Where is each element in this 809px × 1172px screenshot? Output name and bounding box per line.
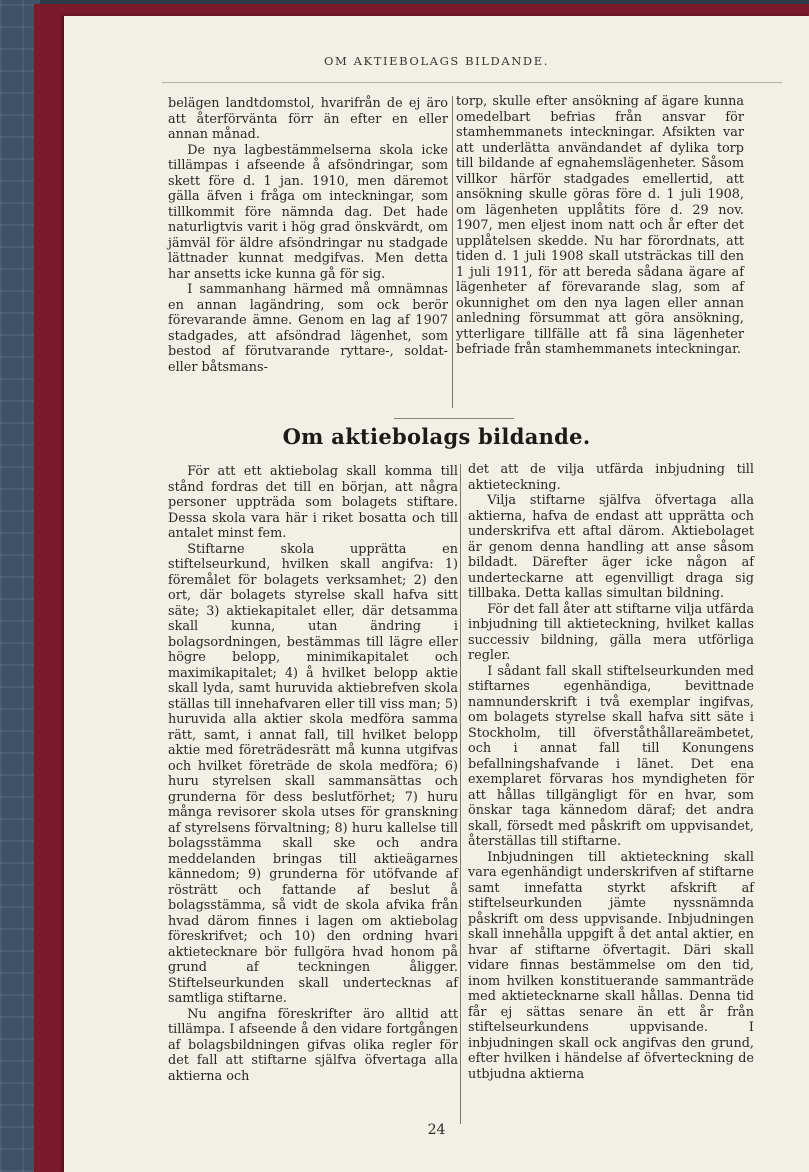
paragraph: Inbjudningen till aktieteckning skall vara egenhändigt underskrifven af stiftarne samt innefatta styrkt afskrift af stiftelseurkunden jämte nyssnämnda påskrift om dess uppvisande. Inbjudningen skall innehålla uppgift å det antal aktier, en hvar af stiftarne öfvertagit. Däri skall vidare finnas bestämmelse om den tid, inom hvilken konstituerande sammanträde med aktietecknarne skall hållas. Denna tid får ej sättas senare än ett år från stiftelseurkundens uppvisande. I inbjudningen skall ock angifvas den grund, efter hvilken i händelse af öfverteckning de utbjudna aktierna [468,849,754,1082]
top-left-column [168,96,448,375]
paragraph: Vilja stiftarne själfva öfvertaga alla aktierna, hafva de endast att upprätta och underskrifva ett aftal därom. Aktiebolaget är genom denna handling att anse såsom bildadt. Därefter äger icke någon af underteckarne att egenvilligt draga sig tillbaka. Detta kallas simultan bildning. [468,493,754,601]
paragraph: I sådant fall skall stiftelseurkunden med stiftarnes egenhändiga, bevittnade namnunderskrift i två exemplar ingifvas, om bolagets styrelse skall hafva sitt säte i Stockholm, till öfverståthållareämbetet, och i annat fall till Konungens befallningshafvande i länet. Det ena exemplaret förvaras hos myndigheten för att hållas tillgängligt för en hvar, som önskar taga kännedom däraf; det andra skall, försedt med påskrift om uppvisandet, återställas till stiftarne. [468,663,754,849]
page-number: 24 [427,1122,446,1138]
paragraph: Stiftarne skola upprätta en stiftelseurkund, hvilken skall angifva: 1) föremålet för bolagets verksamhet; 2) den ort, där bolagets styrelse skall hafva sitt säte; 3) aktiekapitalet eller, där detsamma skall kunna, utan ändring i bolagsordningen, bestämmas till lägre eller högre belopp, minimikapitalet och maximikapitalet; 4) å hvilket belopp aktie skall lyda, samt huruvida aktiebrefven skola ställas till innehafvaren eller till viss man; 5) huruvida alla aktier skola medföra samma rätt, samt, i annat fall, till hvilket belopp aktie med företrädesrätt må kunna utgifvas och hvilket företräde de skola medföra; 6) huru styrelsen skall sammansättas och grunderna för dess beslutförhet; 7) huru många revisorer skola utses för granskning af styrelsens förvaltning; 8) huru kallelse till bolagsstämma skall ske och andra meddelanden bringas till aktieägarnes kännedom; 9) grunderna för utöfvande af rösträtt och fattande af beslut å bolagsstämma, så vidt de skola afvika från hvad därom finnes i lagen om aktiebolag föreskrifvet; och 10) den ordning hvari aktietecknare bör fullgöra hvad honom på grund af teckningen åligger. Stiftelseurkunden skall undertecknas af samtliga stiftarne. [168,541,458,1006]
header-rule [162,82,782,83]
paragraph: I sammanhang härmed må omnämnas en annan lagändring, som ock berör förevarande ämne. Genom en lag af 1907 stadgades, att afsöndrad lägenhet, som bestod af förutvarande ryttare-, soldat- eller båtsmans- [168,282,448,375]
bottom-left-column [168,464,458,1084]
running-head: OM AKTIEBOLAGS BILDANDE. [323,54,549,68]
section-rule [394,418,514,419]
book-page [64,16,809,1172]
paragraph: De nya lagbestämmelserna skola icke tillämpas i afseende å afsöndringar, som skett före d. 1 jan. 1910, men däremot gälla äfven i fråga om inteckningar, som tillkommit före nämnda dag. Det hade naturligtvis varit i hög grad önskvärdt, om jämväl för äldre afsöndringar nu stadgade lättnader kunnat medgifvas. Men detta har ansetts icke kunna gå för sig. [168,142,448,282]
column-divider [452,96,453,408]
paragraph: Nu angifna föreskrifter äro alltid att tillämpa. I afseende å den vidare fortgången af bolagsbildningen gifvas olika regler för det fall att stiftarne själfva öfvertaga alla aktierna och [168,1006,458,1084]
top-right-column [456,94,744,358]
paragraph: För det fall åter att stiftarne vilja utfärda inbjudning till aktieteckning, hvilket kallas successiv bildning, gälla mera utförliga regler. [468,601,754,663]
paragraph: belägen landtdomstol, hvarifrån de ej äro att återförvänta förr än efter en eller annan månad. [168,96,448,142]
section-heading: Om aktiebolags bildande. [282,424,591,449]
column-divider [460,464,461,1124]
bottom-right-column [468,462,754,1082]
paragraph: det att de vilja utfärda inbjudning till aktieteckning. [468,462,754,493]
paragraph: torp, skulle efter ansökning af ägare kunna omedelbart befrias från ansvar för stamhemmanets inteckningar. Afsikten var att underlätta användandet af dylika torp till bildande af egnahemslägenheter. Såsom villkor härför stadgades emellertid, att ansökning skulle göras före d. 1 juli 1908, om lägenheten upplåtits före d. 29 nov. 1907, men eljest inom natt och år efter det upplåtelsen skedde. Nu har förordnats, att tiden d. 1 juli 1908 skall utsträckas till den 1 juli 1911, för att bereda sådana ägare af lägenheter af förevarande slag, som af okunnighet om den nya lagen eller annan anledning försummat att göra ansökning, ytterligare tillfälle att få sina lägenheter befriade från stamhemmanets inteckningar. [456,94,744,357]
paragraph: För att ett aktiebolag skall komma till stånd fordras det till en början, att några personer uppträda som bolagets stiftare. Dessa skola vara här i riket bosatta och till antalet minst fem. [168,464,458,541]
